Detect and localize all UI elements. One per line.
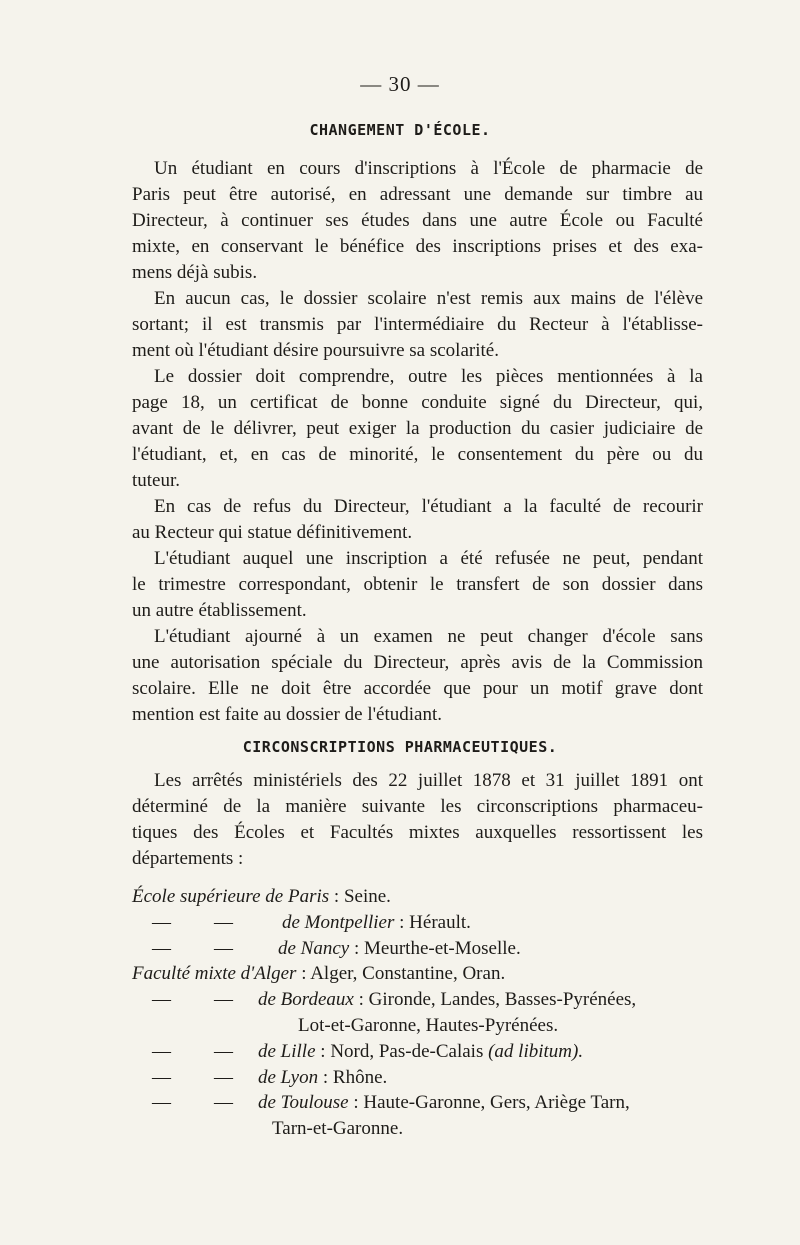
list-item <box>132 1013 703 1039</box>
departments: Haute-Garonne, Gers, Ariège Tarn, <box>363 1092 630 1114</box>
departments: Alger, Constantine, Oran. <box>310 963 506 985</box>
text-line: mention est faite au dossier de l'étudiant. <box>132 704 442 725</box>
section-title-changement-ecole: CHANGEMENT D'ÉCOLE. <box>309 121 491 139</box>
text-line: déterminé de la manière suivante les circonscriptions pharmaceu- <box>132 796 703 817</box>
list-item: — — de Bordeaux : Gironde, Landes, Basses-Pyrénées, <box>132 987 703 1013</box>
text-line: mixte, en conservant le bénéfice des inscriptions prises et des exa- <box>132 236 703 257</box>
ditto-dash: — <box>152 989 171 1011</box>
school-name: de Bordeaux <box>258 989 354 1011</box>
list-item: — — de Lyon : Rhône. <box>132 1065 703 1091</box>
ditto-dash: — <box>214 1066 233 1088</box>
ditto-dash: — <box>214 937 233 959</box>
ditto-dash: — <box>214 1040 233 1062</box>
text-line: mens déjà subis. <box>132 262 258 283</box>
section-title-circonscriptions: CIRCONSCRIPTIONS PHARMACEUTIQUES. <box>242 738 558 756</box>
text-line: le trimestre correspondant, obtenir le transfert de son dossier dans <box>132 574 703 595</box>
text-line: l'étudiant, et, en cas de minorité, le consentement du père ou du <box>132 444 703 465</box>
text-line: page 18, un certificat de bonne conduite signé du Directeur, qui, <box>132 392 703 413</box>
departments: Rhône. <box>332 1066 388 1088</box>
ditto-dash: — <box>214 1092 233 1114</box>
text-line: ment où l'étudiant désire poursuivre sa scolarité. <box>132 340 499 361</box>
school-name: Faculté mixte d'Alger <box>132 963 297 985</box>
list-item: — — de Lille : Nord, Pas-de-Calais (ad libitum). <box>132 1039 703 1065</box>
school-name: de Lyon <box>258 1066 319 1088</box>
list-item: Faculté mixte d'Alger : Alger, Constantine, Oran. <box>132 963 506 985</box>
text-line: Les arrêtés ministériels des 22 juillet 1878 et 31 juillet 1891 ont <box>154 770 703 791</box>
text-line: sortant; il est transmis par l'intermédiaire du Recteur à l'établisse- <box>132 314 703 335</box>
text-line: L'étudiant auquel une inscription a été refusée ne peut, pendant <box>154 548 703 569</box>
departments: Gironde, Landes, Basses-Pyrénées, <box>368 989 637 1011</box>
text-line: au Recteur qui statue définitivement. <box>132 522 413 543</box>
text-line: un autre établissement. <box>132 600 307 621</box>
text-line: tiques des Écoles et Facultés mixtes auxquelles ressortissent les <box>132 822 703 843</box>
list-item <box>132 1116 703 1142</box>
text-line: Le dossier doit comprendre, outre les pièces mentionnées à la <box>154 366 703 387</box>
text-line: départements : <box>132 848 244 869</box>
note: (ad libitum). <box>488 1040 584 1062</box>
list-item: École supérieure de Paris : Seine. <box>132 886 391 907</box>
school-name: de Lille <box>258 1040 316 1062</box>
ditto-dash: — <box>214 911 233 933</box>
text-line: scolaire. Elle ne doit être accordée que pour un motif grave dont <box>132 678 703 699</box>
text-line: tuteur. <box>132 470 181 491</box>
departments: Meurthe-et-Moselle. <box>364 937 521 959</box>
school-name: de Nancy <box>278 937 350 959</box>
list-item: — — de Nancy : Meurthe-et-Moselle. <box>132 936 703 962</box>
school-name: École supérieure de Paris <box>132 886 330 907</box>
text-line: Un étudiant en cours d'inscriptions à l'École de pharmacie de <box>154 158 703 179</box>
ditto-dash: — <box>152 1092 171 1114</box>
ditto-dash: — <box>152 911 171 933</box>
section-body-circonscriptions <box>132 768 703 872</box>
departments: Seine. <box>343 886 391 907</box>
list-item: — — de Montpellier : Hérault. <box>132 910 703 936</box>
school-name: de Montpellier <box>282 911 395 933</box>
ditto-dash: — <box>152 937 171 959</box>
text-line: L'étudiant ajourné à un examen ne peut changer d'école sans <box>154 626 703 647</box>
page-number: — 30 — <box>360 72 440 96</box>
text-line: avant de le délivrer, peut exiger la production du casier judiciaire de <box>132 418 703 439</box>
circumscription-list <box>132 884 703 1142</box>
departments: Nord, Pas-de-Calais <box>330 1040 484 1062</box>
text-line: En cas de refus du Directeur, l'étudiant a la faculté de recourir <box>154 496 703 517</box>
text-line: Directeur, à continuer ses études dans une autre École ou Faculté <box>132 210 703 231</box>
ditto-dash: — <box>152 1040 171 1062</box>
list-item: — — de Toulouse : Haute-Garonne, Gers, Ariège Tarn, <box>132 1090 703 1116</box>
text-line: Paris peut être autorisé, en adressant une demande sur timbre au <box>132 184 703 205</box>
ditto-dash: — <box>152 1066 171 1088</box>
school-name: de Toulouse <box>258 1092 349 1114</box>
ditto-dash: — <box>214 989 233 1011</box>
departments: Hérault. <box>409 911 471 933</box>
text-line: En aucun cas, le dossier scolaire n'est remis aux mains de l'élève <box>154 288 703 309</box>
section-body-changement-ecole <box>132 156 703 728</box>
departments-continued: Tarn-et-Garonne. <box>272 1118 404 1140</box>
departments-continued: Lot-et-Garonne, Hautes-Pyrénées. <box>298 1014 559 1036</box>
text-line: une autorisation spéciale du Directeur, après avis de la Commission <box>132 652 703 673</box>
